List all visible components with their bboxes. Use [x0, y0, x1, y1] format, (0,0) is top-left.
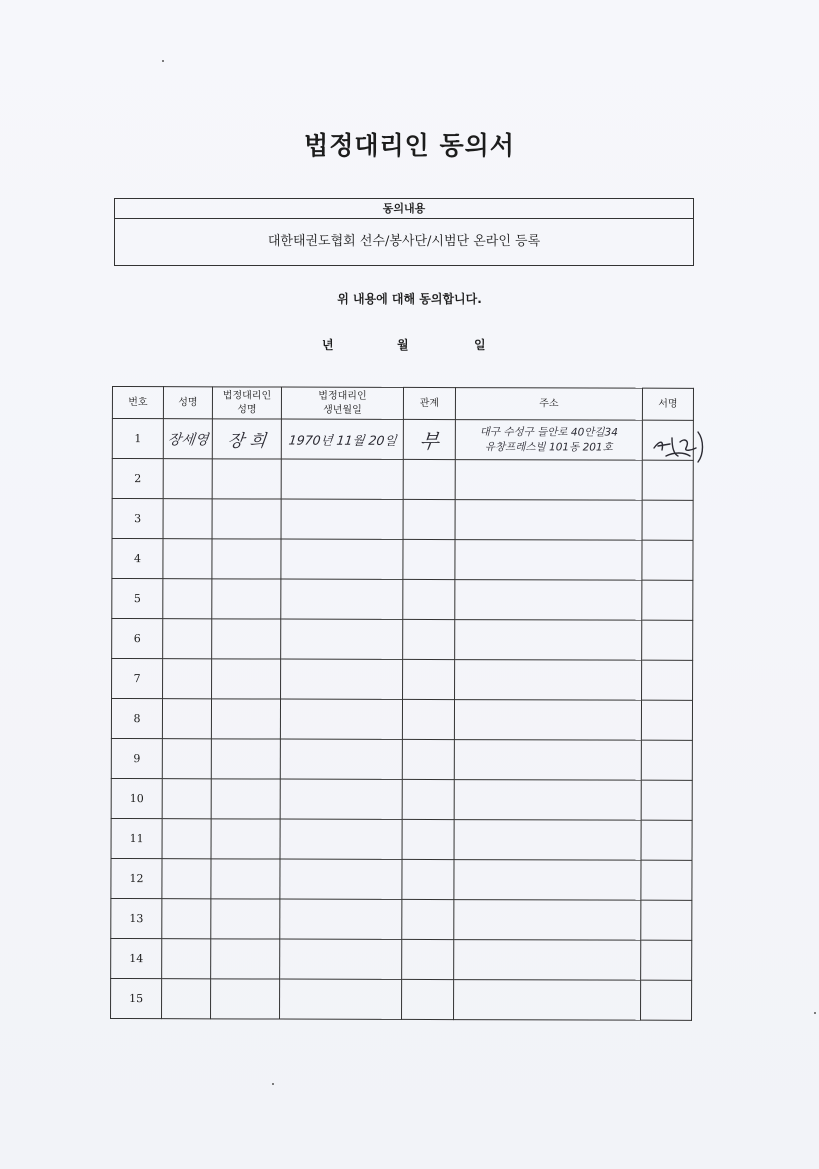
cell-guardian-birth	[280, 979, 402, 1019]
cell-signature	[641, 780, 692, 820]
cell-signature	[642, 500, 693, 540]
cell-guardian-birth	[280, 859, 402, 899]
cell-signature	[642, 620, 693, 660]
cell-guardian-birth	[281, 459, 403, 499]
cell-no-text: 11	[129, 832, 144, 846]
cell-guardian-name	[212, 499, 281, 539]
cell-name	[163, 659, 212, 699]
header-relation: 관계	[403, 387, 455, 419]
cell-no	[112, 419, 163, 459]
cell-relation	[403, 419, 455, 459]
cell-name	[162, 939, 211, 979]
agree-statement: 위 내용에 대해 동의합니다.	[337, 292, 482, 306]
cell-no	[112, 579, 163, 619]
cell-relation	[402, 739, 454, 779]
cell-relation	[403, 619, 455, 659]
cell-name	[162, 739, 211, 779]
address-line-1	[455, 800, 641, 801]
cell-relation	[402, 979, 454, 1019]
cell-guardian-birth	[280, 699, 402, 739]
cell-relation-text: 부	[418, 428, 441, 454]
header-guardian-name-line2: 성명	[237, 403, 257, 415]
cell-guardian-name	[212, 579, 281, 619]
cell-guardian-birth	[281, 579, 403, 619]
address-line-1	[454, 1000, 640, 1001]
address-line-2	[455, 760, 641, 761]
table-row	[111, 738, 692, 780]
table-header-row	[112, 387, 693, 421]
address-line-2	[455, 600, 641, 601]
consent-text: 대한태권도협회 선수/봉사단/시범단 온라인 등록	[267, 234, 541, 249]
cell-no	[112, 659, 163, 699]
handwritten-signature	[650, 426, 706, 466]
cell-no	[111, 778, 162, 818]
address-line-1	[455, 600, 641, 601]
cell-address	[454, 980, 641, 1021]
cell-guardian-birth	[280, 939, 402, 979]
cell-no-text: 10	[129, 792, 144, 806]
cell-no-text: 6	[133, 632, 141, 646]
cell-signature	[641, 980, 692, 1020]
cell-guardian-name	[212, 419, 281, 459]
cell-no-text: 2	[134, 472, 142, 486]
cell-address	[455, 540, 642, 581]
cell-signature	[642, 580, 693, 620]
table-row	[112, 419, 693, 461]
address-line-1	[456, 520, 642, 521]
cell-guardian-name	[212, 539, 281, 579]
cell-name	[163, 419, 212, 459]
header-no: 번호	[112, 387, 163, 419]
cell-signature	[641, 900, 692, 940]
cell-name	[163, 619, 212, 659]
cell-no-text: 7	[133, 672, 141, 686]
cell-relation	[403, 499, 455, 539]
address-line-2	[455, 720, 641, 721]
header-name: 성명	[163, 387, 212, 419]
consent-header: 동의내용	[115, 199, 693, 219]
cell-relation	[403, 539, 455, 579]
table-row	[111, 978, 692, 1020]
address-line-1	[456, 480, 642, 481]
cell-guardian-name	[211, 779, 280, 819]
cell-name	[162, 779, 211, 819]
cell-no-text: 1	[134, 432, 142, 446]
address-line-1	[455, 760, 641, 761]
table-row	[111, 898, 692, 940]
table-row	[112, 619, 693, 661]
cell-guardian-birth	[280, 899, 402, 939]
address-line-1	[454, 880, 640, 881]
address-line-2	[454, 960, 640, 961]
cell-address	[455, 420, 642, 461]
cell-address	[454, 900, 641, 941]
address-line-2: 유창프레스빌 101동 201호	[484, 440, 613, 454]
cell-guardian-birth	[280, 779, 402, 819]
table-row	[111, 778, 692, 820]
cell-name	[162, 979, 211, 1019]
address-line-2	[455, 840, 641, 841]
cell-relation	[402, 819, 454, 859]
cell-no	[112, 619, 163, 659]
cell-guardian-birth	[281, 419, 403, 459]
cell-no-text: 13	[129, 912, 144, 926]
cell-no-text: 5	[133, 592, 141, 606]
table-row	[112, 579, 693, 621]
cell-address	[455, 660, 642, 701]
address-line-2	[455, 560, 641, 561]
cell-relation	[402, 859, 454, 899]
cell-guardian-name	[211, 819, 280, 859]
cell-guardian-name	[212, 659, 281, 699]
cell-signature	[642, 540, 693, 580]
header-address: 주소	[455, 388, 642, 421]
cell-guardian-name	[211, 859, 280, 899]
cell-name	[163, 499, 212, 539]
cell-no	[111, 898, 162, 938]
table-row	[111, 699, 692, 741]
address-line-1: 대구 수성구 들안로 40안길34	[479, 425, 618, 439]
header-guardian-birth-line2: 생년월일	[323, 404, 362, 416]
cell-name	[162, 819, 211, 859]
cell-guardian-birth	[281, 619, 403, 659]
cell-address	[454, 700, 641, 741]
cell-guardian-birth	[281, 659, 403, 699]
address-line-2	[455, 680, 641, 681]
address-line-1	[455, 720, 641, 721]
cell-name	[163, 579, 212, 619]
header-guardian-name-line1: 법정대리인	[222, 389, 272, 401]
address-line-2	[454, 880, 640, 881]
cell-relation	[403, 659, 455, 699]
cell-address	[454, 740, 641, 781]
cell-no-text: 12	[129, 872, 144, 886]
cell-no	[111, 738, 162, 778]
cell-signature	[642, 460, 693, 500]
cell-guardian-name	[212, 619, 281, 659]
cell-address	[455, 460, 642, 501]
address-line-1	[455, 680, 641, 681]
date-year-label: 년	[322, 338, 334, 352]
scan-speck	[272, 1083, 274, 1085]
scan-speck	[814, 1012, 816, 1014]
cell-relation	[402, 779, 454, 819]
cell-no-text: 4	[133, 552, 141, 566]
cell-no-text: 9	[133, 752, 141, 766]
cell-guardian-birth-text: 1970년 11월 20일	[287, 432, 397, 448]
cell-no	[111, 938, 162, 978]
cell-name	[163, 539, 212, 579]
header-guardian-birth	[281, 387, 403, 419]
consent-box	[114, 198, 694, 266]
address-line-2	[455, 640, 641, 641]
cell-relation	[402, 699, 454, 739]
cell-guardian-name	[211, 979, 280, 1019]
cell-no-text: 3	[134, 512, 142, 526]
header-signature: 서명	[642, 388, 693, 420]
cell-signature	[641, 700, 692, 740]
cell-signature	[641, 860, 692, 900]
header-guardian-name	[212, 387, 281, 419]
address-line-2	[454, 1000, 640, 1001]
address-line-1	[455, 840, 641, 841]
cell-relation	[403, 459, 455, 499]
cell-guardian-birth	[281, 539, 403, 579]
cell-no	[111, 858, 162, 898]
cell-guardian-birth	[280, 739, 402, 779]
cell-address	[454, 860, 641, 901]
table-row	[111, 938, 692, 980]
cell-no	[112, 499, 163, 539]
cell-no	[111, 699, 162, 739]
cell-no	[111, 978, 162, 1018]
table-row	[112, 659, 693, 701]
cell-signature	[641, 740, 692, 780]
cell-relation	[403, 579, 455, 619]
cell-no	[111, 818, 162, 858]
cell-no-text: 8	[133, 712, 141, 726]
address-line-1	[454, 920, 640, 921]
cell-no	[112, 459, 163, 499]
address-line-2	[454, 920, 640, 921]
header-guardian-birth-line1: 법정대리인	[318, 390, 367, 402]
cell-signature	[641, 940, 692, 980]
cell-address	[454, 820, 641, 861]
cell-guardian-name	[211, 699, 280, 739]
cell-guardian-name-text: 장 희	[226, 431, 267, 452]
address-line-2	[456, 520, 642, 521]
cell-signature	[642, 660, 693, 700]
cell-guardian-birth	[280, 819, 402, 859]
cell-name	[162, 699, 211, 739]
cell-signature	[641, 820, 692, 860]
cell-guardian-name	[211, 939, 280, 979]
cell-name	[162, 899, 211, 939]
address-line-1	[454, 960, 640, 961]
cell-relation	[402, 939, 454, 979]
cell-guardian-birth	[281, 499, 403, 539]
address-line-2	[456, 480, 642, 481]
cell-address	[454, 940, 641, 981]
cell-no	[112, 539, 163, 579]
cell-no-text: 15	[129, 992, 144, 1006]
document-title: 법정대리인 동의서	[304, 131, 515, 160]
table-row	[111, 818, 692, 860]
date-month-label: 월	[397, 338, 409, 352]
cell-guardian-name	[211, 899, 280, 939]
table-row	[112, 459, 693, 501]
address-line-1	[455, 640, 641, 641]
scan-speck	[162, 60, 164, 62]
cell-guardian-name	[211, 739, 280, 779]
table-row	[112, 499, 693, 541]
table-row	[112, 539, 693, 581]
table-row	[111, 858, 692, 900]
cell-name	[163, 459, 212, 499]
cell-address	[455, 500, 642, 541]
address-line-1	[455, 560, 641, 561]
cell-name-text: 장세영	[166, 431, 209, 448]
cell-relation	[402, 899, 454, 939]
date-day-label: 일	[474, 338, 486, 352]
cell-address	[455, 580, 642, 621]
cell-no-text: 14	[129, 952, 144, 966]
consent-table	[110, 386, 694, 1021]
cell-guardian-name	[212, 459, 281, 499]
address-line-2	[455, 800, 641, 801]
cell-name	[162, 859, 211, 899]
cell-address	[454, 780, 641, 821]
cell-address	[455, 620, 642, 661]
